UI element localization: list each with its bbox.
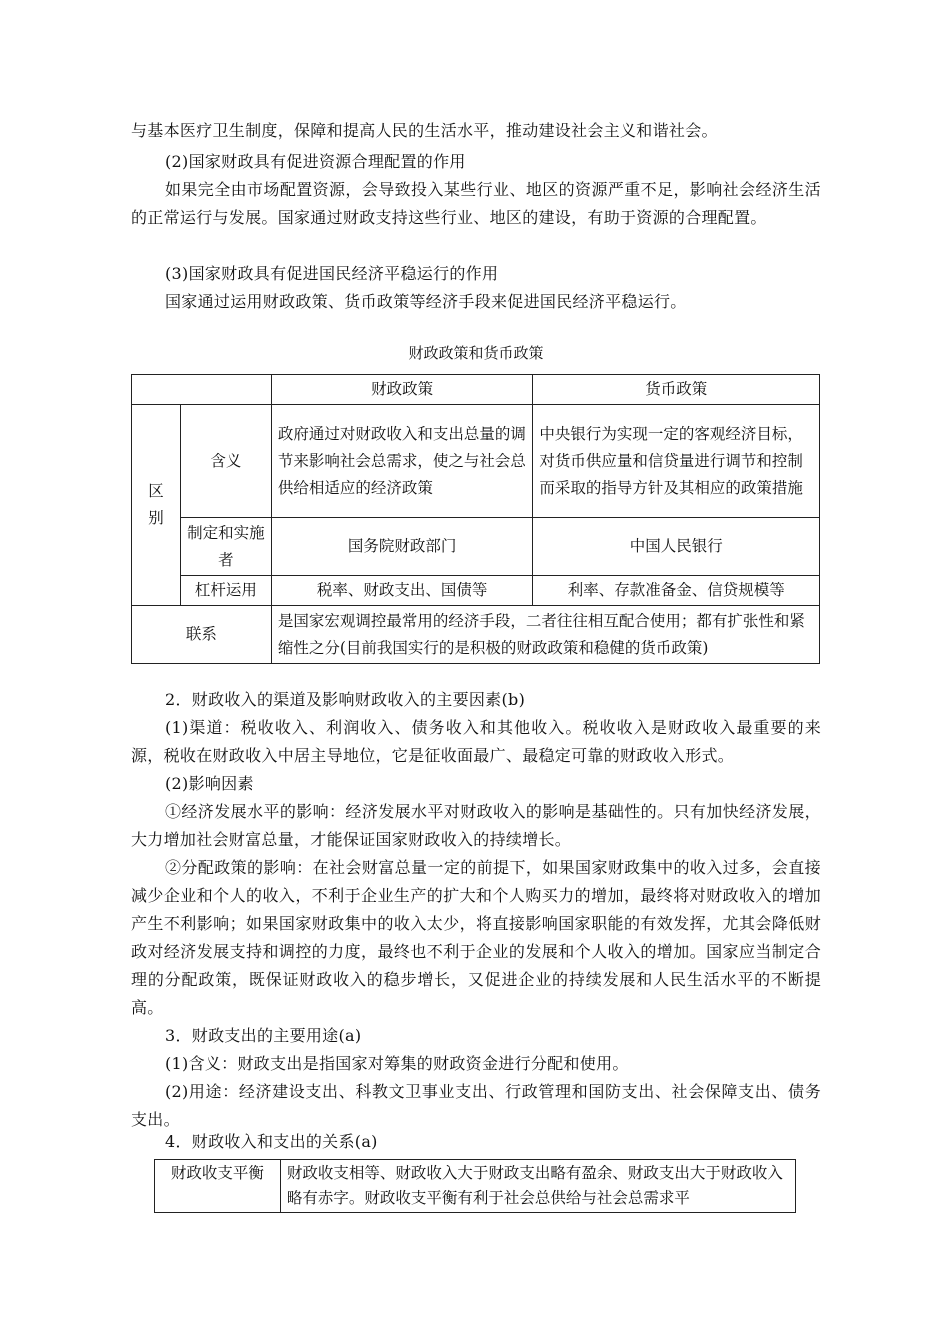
table-row [132, 405, 820, 518]
table-corner-cell [132, 375, 272, 405]
header-fiscal-policy: 财政政策 [271, 375, 533, 405]
header-monetary-policy: 货币政策 [533, 375, 820, 405]
fiscal-leverage-cell: 税率、财政支出、国债等 [271, 576, 533, 606]
balance-text-cell: 财政收支相等、财政收入大于财政支出略有盈余、财政支出大于财政收入略有赤字。财政收支平衡有利于社会总供给与社会总需求平 [280, 1160, 795, 1213]
section-3-heading: 3．财政支出的主要用途(a) [165, 1026, 362, 1045]
monetary-leverage-cell: 利率、存款准备金、信贷规模等 [533, 576, 820, 606]
balance-table [154, 1159, 796, 1213]
section-2-heading: 2．财政收入的渠道及影响财政收入的主要因素(b) [165, 690, 526, 709]
link-label: 联系 [132, 606, 272, 664]
subheading-stable-operation: (3)国家财政具有促进国民经济平稳运行的作用 [165, 264, 499, 283]
subheading-resource-allocation: (2)国家财政具有促进资源合理配置的作用 [165, 152, 466, 171]
difference-label: 区别 [132, 405, 181, 606]
monetary-meaning-cell: 中央银行为实现一定的客观经济目标，对货币供应量和信贷量进行调节和控制而采取的指导方针及其相应的政策措施 [533, 405, 820, 518]
paragraph-continuation: 与基本医疗卫生制度，保障和提高人民的生活水平，推动建设社会主义和谐社会。 [131, 121, 718, 140]
link-cell: 是国家宏观调控最常用的经济手段，二者往往相互配合使用；都有扩张性和紧缩性之分(目前我国实行的是积极的财政政策和稳健的货币政策) [271, 606, 819, 664]
monetary-maker-cell: 中国人民银行 [533, 518, 820, 576]
paragraph-factor-distribution: ②分配政策的影响：在社会财富总量一定的前提下，如果国家财政集中的收入过多，会直接减少企业和个人的收入，不利于企业生产的扩大和个人购买力的增加，最终将对财政收入的增加产生不利影响；如果国家财政集中的收入太少，将直接影响国家职能的有效发挥，尤其会降低财政对经济发展支持和调控的力度，最终也不利于企业的发展和个人收入的增加。国家应当制定合理的分配政策，既保证财政收入的稳步增长，又促进企业的持续发展和人民生活水平的不断提高。 [131, 858, 821, 1017]
fiscal-meaning-cell: 政府通过对财政收入和支出总量的调节来影响社会总需求，使之与社会总供给相适应的经济政策 [271, 405, 533, 518]
row-label-maker: 制定和实施者 [180, 518, 271, 576]
fiscal-maker-cell: 国务院财政部门 [271, 518, 533, 576]
paragraph-expenditure-meaning: (1)含义：财政支出是指国家对筹集的财政资金进行分配和使用。 [165, 1054, 629, 1073]
row-label-leverage: 杠杆运用 [180, 576, 271, 606]
table-row [132, 518, 820, 576]
paragraph-resource-allocation: 如果完全由市场配置资源，会导致投入某些行业、地区的资源严重不足，影响社会经济生活的正常运行与发展。国家通过财政支持这些行业、地区的建设，有助于资源的合理配置。 [131, 180, 821, 227]
table-row [132, 576, 820, 606]
row-label-meaning: 含义 [180, 405, 271, 518]
section-4-heading: 4．财政收入和支出的关系(a) [165, 1132, 378, 1151]
table-header-row [132, 375, 820, 405]
subheading-influencing-factors: (2)影响因素 [165, 774, 254, 793]
table-row [132, 606, 820, 664]
balance-label-cell: 财政收支平衡 [155, 1160, 281, 1213]
policy-comparison-table [131, 374, 820, 664]
paragraph-expenditure-uses: (2)用途：经济建设支出、科教文卫事业支出、行政管理和国防支出、社会保障支出、债务支出。 [131, 1082, 821, 1129]
table-caption: 财政政策和货币政策 [408, 344, 544, 362]
table-row [155, 1160, 796, 1213]
paragraph-revenue-channels: (1)渠道：税收收入、利润收入、债务收入和其他收入。税收收入是财政收入最重要的来源，税收在财政收入中居主导地位，它是征收面最广、最稳定可靠的财政收入形式。 [131, 718, 821, 765]
paragraph-stable-operation: 国家通过运用财政政策、货币政策等经济手段来促进国民经济平稳运行。 [165, 292, 687, 311]
paragraph-factor-economy: ①经济发展水平的影响：经济发展水平对财政收入的影响是基础性的。只有加快经济发展，大力增加社会财富总量，才能保证国家财政收入的持续增长。 [131, 802, 821, 849]
